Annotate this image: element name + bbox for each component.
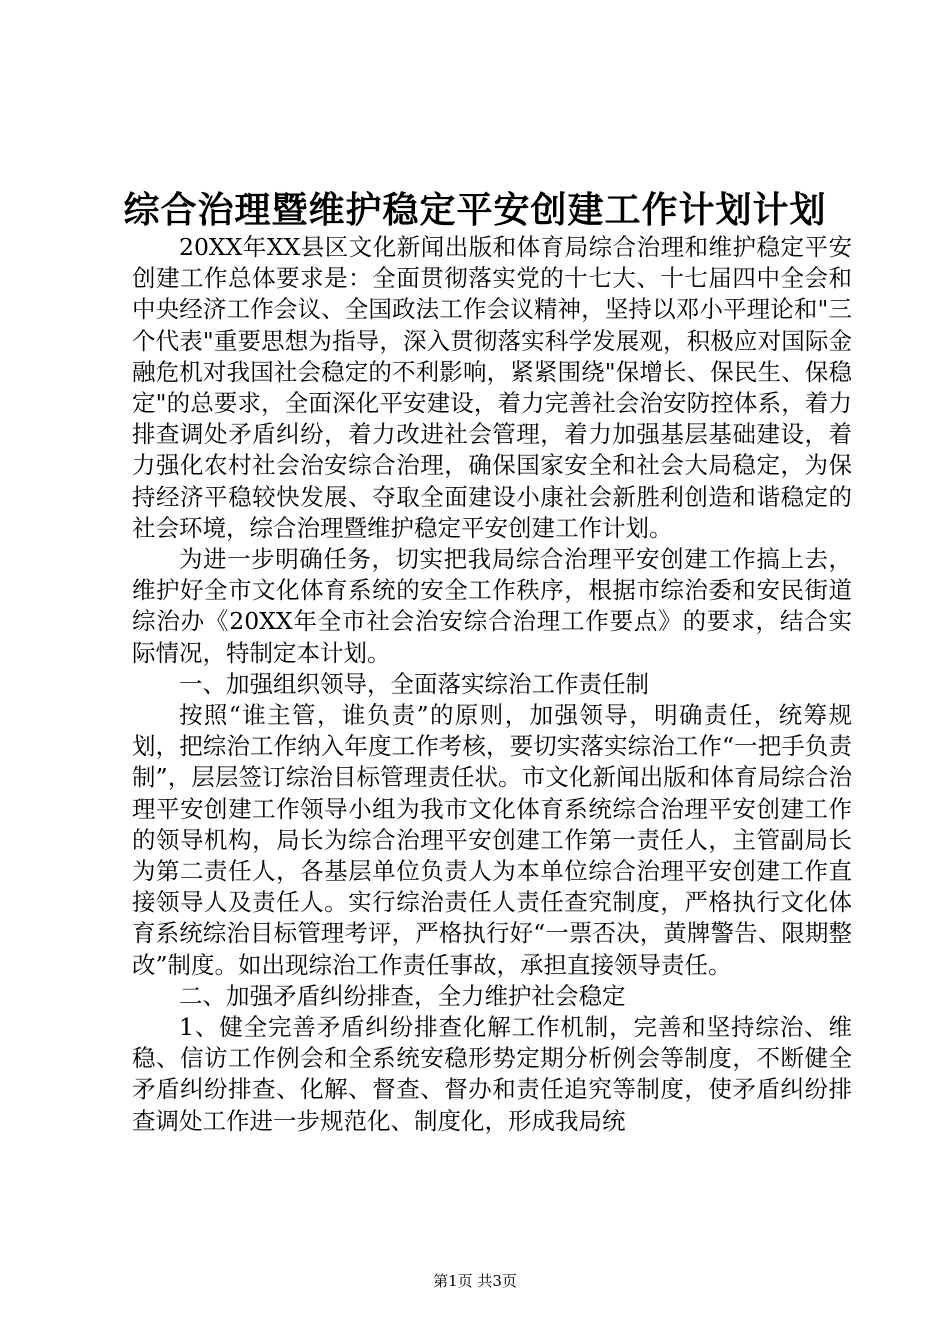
section-heading-2: 二、加强矛盾纠纷排查，全力维护社会稳定 — [179, 981, 626, 1010]
paragraph-intro: 20XX年XX县区文化新闻出版和体育局综合治理和维护稳定平安创建工作总体要求是：全面贯彻落实党的十七大、十七届四中全会和中央经济工作会议、全国政法工作会议精神，坚持以邓小平理论和"三个代表"重要思想为指导，深入贯彻落实科学发展观，积极应对国际金融危机对我国社会稳定的不利影响，紧紧围绕"保增长、保民生、保稳定"的总要求，全面深化平安建设，着力完善社会治安防控体系，着力排查调处矛盾纠纷，着力改进社会管理，着力加强基层基础建设，着力强化农村社会治安综合治理，确保国家安全和社会大局稳定，为保持经济平稳较快发展、夺取全面建设小康社会新胜利创造和谐稳定的社会环境，综合治理暨维护稳定平安创建工作计划。 — [132, 233, 852, 542]
paragraph-purpose: 为进一步明确任务，切实把我局综合治理平安创建工作搞上去，维护好全市文化体育系统的安全工作秩序，根据市综治委和安民街道综治办《20XX年全市社会治安综合治理工作要点》的要求，结合实际情况，特制定本计划。 — [132, 545, 852, 667]
document-title: 综合治理暨维护稳定平安创建工作计划计划 — [123, 189, 827, 231]
paragraph-section-2-item-1: 1、健全完善矛盾纠纷排查化解工作机制，完善和坚持综治、维稳、信访工作例会和全系统安稳形势定期分析例会等制度，不断健全矛盾纠纷排查、化解、督查、督办和责任追究等制度，使矛盾纠纷排查调处工作进一步规范化、制度化，形成我局统 — [132, 1013, 852, 1135]
paragraph-section-1: 按照“谁主管，谁负责”的原则，加强领导，明确责任，统筹规划，把综治工作纳入年度工作考核，要切实落实综治工作“一把手负责制”，层层签订综治目标管理责任状。市文化新闻出版和体育局综合治理平安创建工作领导小组为我市文化体育系统综合治理平安创建工作的领导机构，局长为综合治理平安创建工作第一责任人，主管副局长为第二责任人，各基层单位负责人为本单位综合治理平安创建工作直接领导人及责任人。实行综治责任人责任查究制度，严格执行文化体育系统综治目标管理考评，严格执行好“一票否决，黄牌警告、限期整改”制度。如出现综治工作责任事故，承担直接领导责任。 — [132, 701, 852, 979]
document-body — [132, 232, 852, 1137]
page-number: 第1页 共3页 — [433, 1272, 517, 1290]
section-heading-1: 一、加强组织领导，全面落实综治工作责任制 — [179, 669, 649, 698]
